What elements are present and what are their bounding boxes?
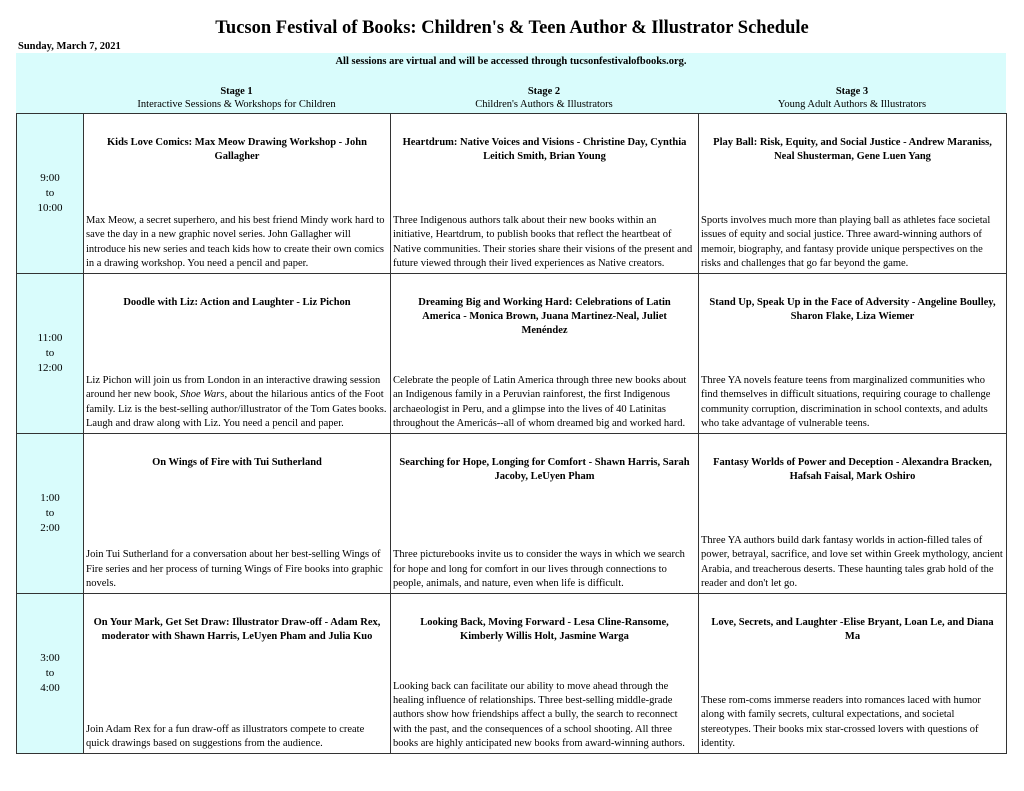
end-time: 4:00 <box>40 682 60 694</box>
desc-text: These rom-coms immerse readers into romances laced with humor along with family secrets, cultural expectations, and societal stereotypes. Their books mix star-crossed lovers with questions of identity. <box>701 695 981 749</box>
time-slot-row <box>17 274 1007 434</box>
session-cell <box>84 594 391 754</box>
session-cell <box>84 274 391 434</box>
desc-text: Three Indigenous authors talk about their new books within an initiative, Heartdrum, to publish books that reflect the heartbeat of Native communities. Their stories share their visions of the present and future viewed through their lived experiences as Native creators. <box>393 215 693 269</box>
stage-name: Stage 2 <box>527 86 561 97</box>
desc-text: Three picturebooks invite us to consider the ways in which we search for hope and long for comfort in our lives through connections to people, animals, and nature, even when life is difficult. <box>393 549 685 589</box>
virtual-notice: All sessions are virtual and will be accessed through tucsonfestivalofbooks.org. <box>335 56 687 67</box>
stage-subtitle: Interactive Sessions & Workshops for Children <box>137 99 336 110</box>
time-slot-row <box>17 434 1007 594</box>
session-title: Looking Back, Moving Forward - Lesa Cline-Ransome, Kimberly Willis Holt, Jasmine Warga <box>420 617 669 643</box>
session-cell <box>391 114 699 274</box>
session-title: Heartdrum: Native Voices and Visions - Christine Day, Cynthia Leitich Smith, Brian Young <box>402 137 687 163</box>
start-time: 11:00 <box>37 332 63 344</box>
session-cell <box>699 434 1007 594</box>
stage-subtitle: Young Adult Authors & Illustrators <box>777 99 927 110</box>
stage-name: Stage 1 <box>220 86 253 97</box>
end-time: 12:00 <box>37 362 63 374</box>
session-cell <box>84 434 391 594</box>
start-time: 9:00 <box>40 172 60 184</box>
stage-2-header <box>390 85 698 111</box>
desc-text: Max Meow, a secret superhero, and his best friend Mindy work hard to save the day in a new graphic novel series. John Gallagher will introduce his new series and teach kids how to create their own comics in a drawing workshop. You need a pencil and paper. <box>86 215 385 269</box>
time-separator: to <box>45 187 55 199</box>
schedule-table <box>16 113 1007 754</box>
session-title: Doodle with Liz: Action and Laughter - Liz Pichon <box>123 297 351 308</box>
schedule-date: Sunday, March 7, 2021 <box>18 41 121 52</box>
session-description <box>86 374 388 431</box>
header-band <box>16 53 1006 113</box>
session-cell <box>391 434 699 594</box>
session-cell <box>391 594 699 754</box>
time-separator: to <box>45 507 55 519</box>
desc-text: Join Tui Sutherland for a conversation about her best-selling Wings of Fire series and her process of turning Wings of Fire books into graphic novels. <box>86 549 383 589</box>
time-cell <box>17 114 84 274</box>
session-description <box>701 214 1004 271</box>
page-title: Tucson Festival of Books: Children's & Teen Author & Illustrator Schedule <box>215 18 809 38</box>
desc-text: Three YA novels feature teens from marginalized communities who find themselves in difficult situations, requiring courage to challenge community corruption, discrimination in school contexts, and adults who take advantage of vulnerable teens. <box>701 375 991 429</box>
session-title: On Your Mark, Get Set Draw: Illustrator Draw-off - Adam Rex, moderator with Shawn Harris, LeUyen Pham and Julia Kuo <box>93 617 381 643</box>
session-title: Play Ball: Risk, Equity, and Social Justice - Andrew Maraniss, Neal Shusterman, Gene Luen Yang <box>713 137 992 163</box>
desc-text: Looking back can facilitate our ability to move ahead through the healing influence of relationships. Three best-selling middle-grade authors show how friendships affect a bully, the search to reconnect with the past, and the consequences of a school shooting. All three books are highly anticipated new books from award-winning authors. <box>393 680 685 749</box>
session-description <box>86 214 388 271</box>
book-title: Shoe Wars <box>180 389 225 401</box>
session-description <box>86 723 388 751</box>
session-cell <box>699 594 1007 754</box>
session-description <box>393 548 696 591</box>
session-title: Stand Up, Speak Up in the Face of Adversity - Angeline Boulley, Sharon Flake, Liza Wiemer <box>709 297 996 323</box>
stage-3-header <box>698 85 1006 111</box>
start-time: 3:00 <box>40 652 60 664</box>
session-title: Searching for Hope, Longing for Comfort - Shawn Harris, Sarah Jacoby, LeUyen Pham <box>399 457 690 483</box>
session-title: On Wings of Fire with Tui Sutherland <box>152 457 322 468</box>
time-separator: to <box>45 667 55 679</box>
desc-text: Celebrate the people of Latin America through three new books about an Indigenous family in a Peruvian rainforest, the first Indigenous archaeologist in Peru, and a glimpse into the lives of 40 Latinitas throughout the Americás--all of whom dreamed big and worked hard. <box>393 375 687 429</box>
session-cell <box>699 274 1007 434</box>
time-cell <box>17 594 84 754</box>
stage-name: Stage 3 <box>835 86 869 97</box>
time-cell <box>17 274 84 434</box>
desc-text: Three YA authors build dark fantasy worlds in action-filled tales of power, betrayal, sacrifice, and love set within Greek mythology, ancient Arabia, and treacherous deserts. These haunting tales grab hold of the reader and don't let go. <box>701 535 1003 589</box>
session-title: Kids Love Comics: Max Meow Drawing Workshop - John Gallagher <box>107 137 367 163</box>
session-cell <box>699 114 1007 274</box>
desc-part: , about the hilarious antics of the Foot family. Liz is the best-selling author/illustrator of the Tom Gates books. Laugh and draw along with Liz. You need a pencil and paper. <box>86 389 387 429</box>
end-time: 2:00 <box>40 522 60 534</box>
session-description <box>393 214 696 271</box>
session-description <box>701 374 1004 431</box>
time-separator: to <box>45 347 55 359</box>
session-title: Fantasy Worlds of Power and Deception - Alexandra Bracken, Hafsah Faisal, Mark Oshiro <box>713 457 992 483</box>
session-description <box>393 374 696 431</box>
session-title: Dreaming Big and Working Hard: Celebrations of Latin America - Monica Brown, Juana Martinez-Neal, Juliet Menéndez <box>418 297 671 337</box>
session-description <box>701 534 1004 591</box>
desc-text: Join Adam Rex for a fun draw-off as illustrators compete to create quick drawings based on suggestions from the audience. <box>86 723 365 749</box>
session-title: Love, Secrets, and Laughter -Elise Bryant, Loan Le, and Diana Ma <box>711 617 994 643</box>
session-cell <box>84 114 391 274</box>
stage-1-header <box>83 85 390 111</box>
session-description <box>86 548 388 591</box>
start-time: 1:00 <box>40 492 60 504</box>
time-slot-row <box>17 114 1007 274</box>
session-description <box>701 694 1004 751</box>
desc-part: Liz Pichon will join us from London in an interactive drawing session around her new book, <box>86 375 381 401</box>
time-cell <box>17 434 84 594</box>
time-slot-row <box>17 594 1007 754</box>
session-cell <box>391 274 699 434</box>
session-description <box>393 680 696 751</box>
stage-subtitle: Children's Authors & Illustrators <box>475 99 613 110</box>
end-time: 10:00 <box>37 202 63 214</box>
desc-text: Sports involves much more than playing ball as athletes face societal issues of equity and social justice. Three award-winning authors of memoir, biography, and fantasy provide unique perspectives on the risks and challenges that go far beyond the game. <box>701 215 991 269</box>
